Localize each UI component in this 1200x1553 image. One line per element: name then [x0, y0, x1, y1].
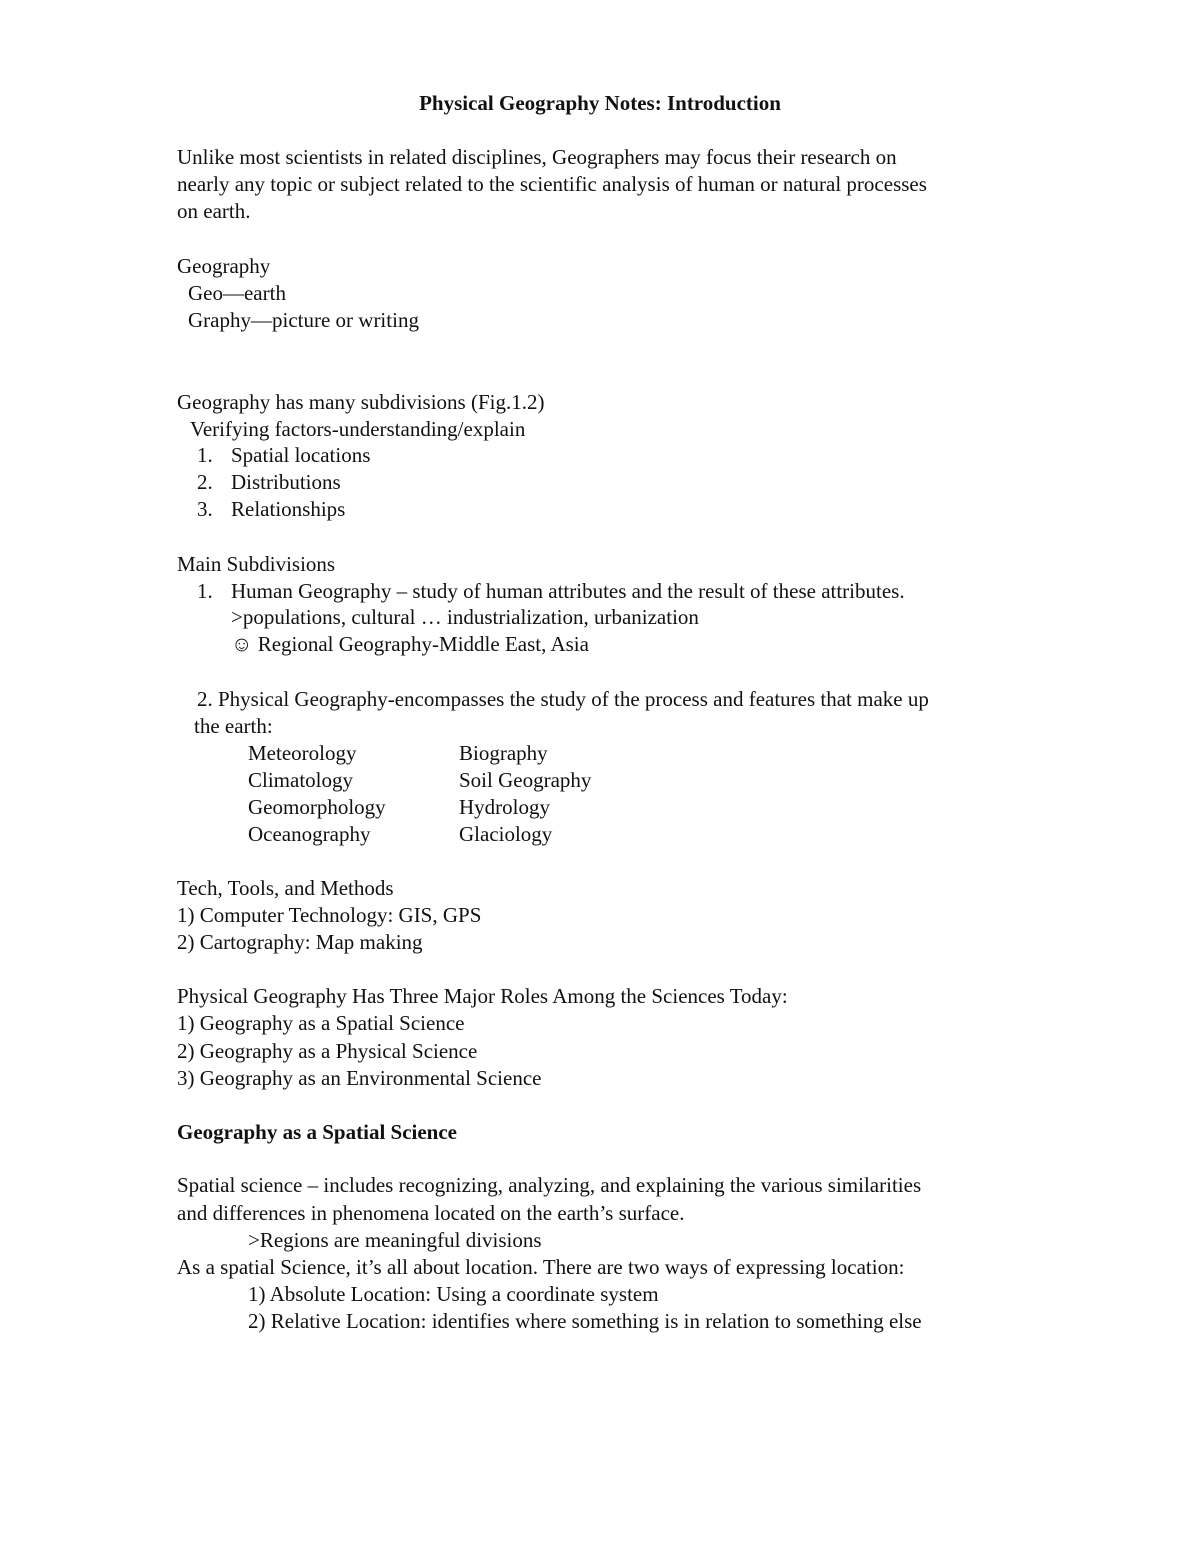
- etymology-heading: Geography: [177, 254, 271, 278]
- physical-geography-line-2: the earth:: [194, 714, 273, 738]
- spatial-science-heading: Geography as a Spatial Science: [177, 1120, 458, 1144]
- human-geography-num: 1.: [197, 579, 213, 603]
- physical-branch-col1-4: Oceanography: [248, 822, 371, 846]
- subdivision-num-3: 3.: [197, 497, 213, 521]
- subdivisions-heading: Geography has many subdivisions (Fig.1.2): [177, 390, 545, 414]
- roles-item-3: 3) Geography as an Environmental Science: [177, 1066, 542, 1090]
- intro-line-1: Unlike most scientists in related disciplines, Geographers may focus their research on: [177, 145, 897, 169]
- spatial-science-line-1: Spatial science – includes recognizing, analyzing, and explaining the various similarities: [177, 1173, 922, 1197]
- subdivisions-subheading: Verifying factors-understanding/explain: [190, 417, 526, 441]
- intro-line-2: nearly any topic or subject related to the scientific analysis of human or natural processes: [177, 172, 927, 196]
- etymology-graphy: Graphy—picture or writing: [188, 308, 419, 332]
- human-geography-detail-2: ☺ Regional Geography-Middle East, Asia: [231, 632, 589, 656]
- intro-line-3: on earth.: [177, 199, 251, 223]
- physical-geography-line-1: 2. Physical Geography-encompasses the study of the process and features that make up: [197, 687, 929, 711]
- physical-branch-col1-1: Meteorology: [248, 741, 357, 765]
- physical-branch-col1-2: Climatology: [248, 768, 353, 792]
- page-title: Physical Geography Notes: Introduction: [419, 91, 781, 115]
- physical-branch-col2-4: Glaciology: [459, 822, 553, 846]
- roles-item-1: 1) Geography as a Spatial Science: [177, 1011, 465, 1035]
- spatial-science-line-5: 1) Absolute Location: Using a coordinate system: [248, 1282, 659, 1306]
- roles-item-2: 2) Geography as a Physical Science: [177, 1039, 478, 1063]
- subdivision-item-2: Distributions: [231, 470, 341, 494]
- subdivision-item-1: Spatial locations: [231, 443, 371, 467]
- human-geography-text: Human Geography – study of human attributes and the result of these attributes.: [231, 579, 905, 603]
- physical-branch-col1-3: Geomorphology: [248, 795, 386, 819]
- physical-branch-col2-3: Hydrology: [459, 795, 550, 819]
- human-geography-detail-1: >populations, cultural … industrialization, urbanization: [231, 605, 699, 629]
- tech-item-2: 2) Cartography: Map making: [177, 930, 423, 954]
- physical-branch-col2-1: Biography: [459, 741, 548, 765]
- tech-heading: Tech, Tools, and Methods: [177, 876, 394, 900]
- spatial-science-line-3: >Regions are meaningful divisions: [248, 1228, 542, 1252]
- subdivision-item-3: Relationships: [231, 497, 346, 521]
- tech-item-1: 1) Computer Technology: GIS, GPS: [177, 903, 482, 927]
- physical-branch-col2-2: Soil Geography: [459, 768, 592, 792]
- spatial-science-line-6: 2) Relative Location: identifies where something is in relation to something else: [248, 1309, 922, 1333]
- spatial-science-line-2: and differences in phenomena located on the earth’s surface.: [177, 1201, 685, 1225]
- etymology-geo: Geo—earth: [188, 281, 286, 305]
- spatial-science-line-4: As a spatial Science, it’s all about location. There are two ways of expressing location:: [177, 1255, 905, 1279]
- subdivision-num-1: 1.: [197, 443, 213, 467]
- main-subdivisions-heading: Main Subdivisions: [177, 552, 336, 576]
- roles-heading: Physical Geography Has Three Major Roles Among the Sciences Today:: [177, 984, 788, 1008]
- subdivision-num-2: 2.: [197, 470, 213, 494]
